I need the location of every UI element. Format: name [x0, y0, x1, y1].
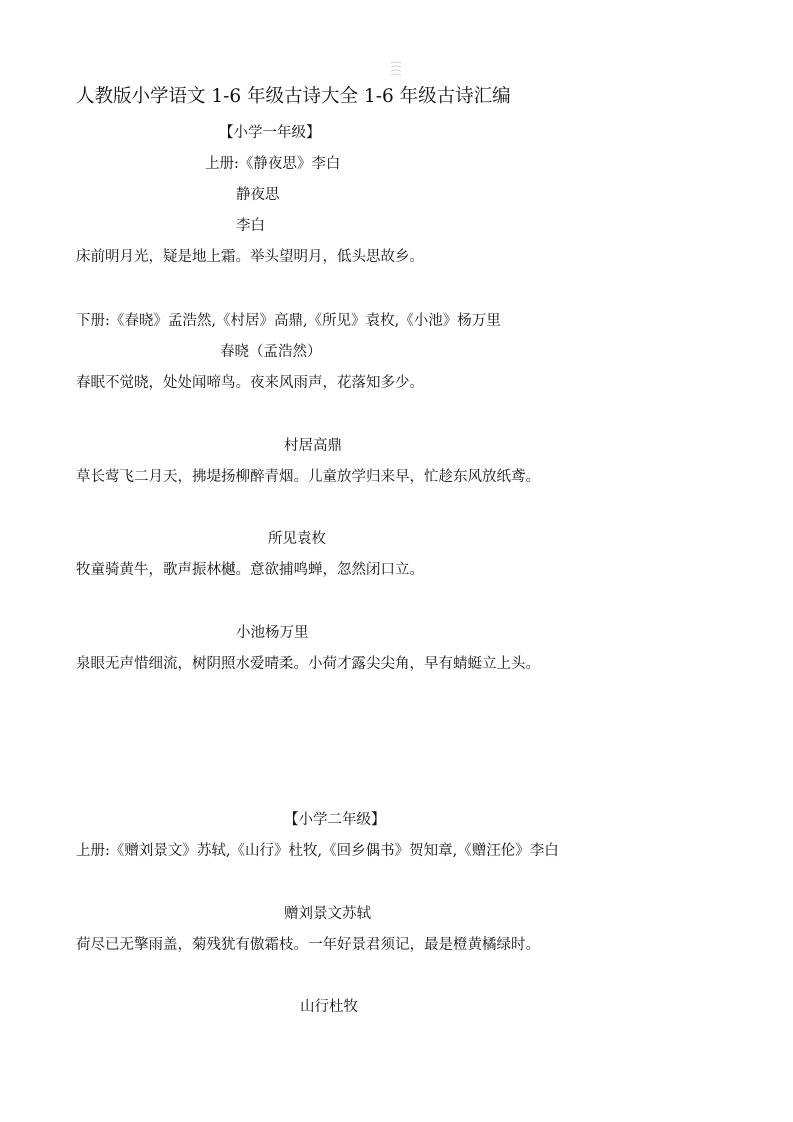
document-title: 人教版小学语文 1-6 年级古诗大全 1-6 年级古诗汇编 — [76, 86, 511, 107]
poem-title: 所见袁枚 — [268, 531, 326, 547]
grade-heading: 【小学二年级】 — [284, 812, 386, 828]
poem-text: 泉眼无声惜细流，树阴照水爱晴柔。小荷才露尖尖角，早有蜻蜓立上头。 — [76, 656, 540, 672]
term-list: 上册:《静夜思》李白 — [205, 156, 341, 172]
poem-title: 春晓（孟浩然） — [220, 344, 322, 360]
grade-heading: 【小学一年级】 — [219, 125, 321, 141]
poem-title: 山行杜牧 — [300, 999, 358, 1015]
poem-title: 赠刘景文苏轼 — [284, 906, 371, 922]
poem-title: 村居高鼎 — [284, 438, 342, 454]
poem-text: 荷尽已无擎雨盖，菊残犹有傲霜枝。一年好景君须记，最是橙黄橘绿时。 — [76, 937, 540, 953]
term-list: 下册:《春晓》孟浩然,《村居》高鼎,《所见》袁枚,《小池》杨万里 — [76, 313, 501, 329]
poem-text: 牧童骑黄牛，歌声振林樾。意欲捕鸣蝉，忽然闭口立。 — [76, 562, 424, 578]
poem-title: 静夜思 — [236, 187, 280, 203]
poem-text: 春眠不觉晓，处处闻啼鸟。夜来风雨声，花落知多少。 — [76, 375, 424, 391]
poem-author: 李白 — [236, 218, 265, 234]
poem-text: 床前明月光，疑是地上霜。举头望明月，低头思故乡。 — [76, 249, 424, 265]
poem-text: 草长莺飞二月天，拂堤扬柳醉青烟。儿童放学归来早，忙趁东风放纸鸢。 — [76, 469, 540, 485]
term-list: 上册:《赠刘景文》苏轼,《山行》杜牧,《回乡偶书》贺知章,《赠汪伦》李白 — [76, 843, 559, 859]
watermark-icon — [388, 60, 404, 78]
poem-title: 小池杨万里 — [236, 625, 309, 641]
